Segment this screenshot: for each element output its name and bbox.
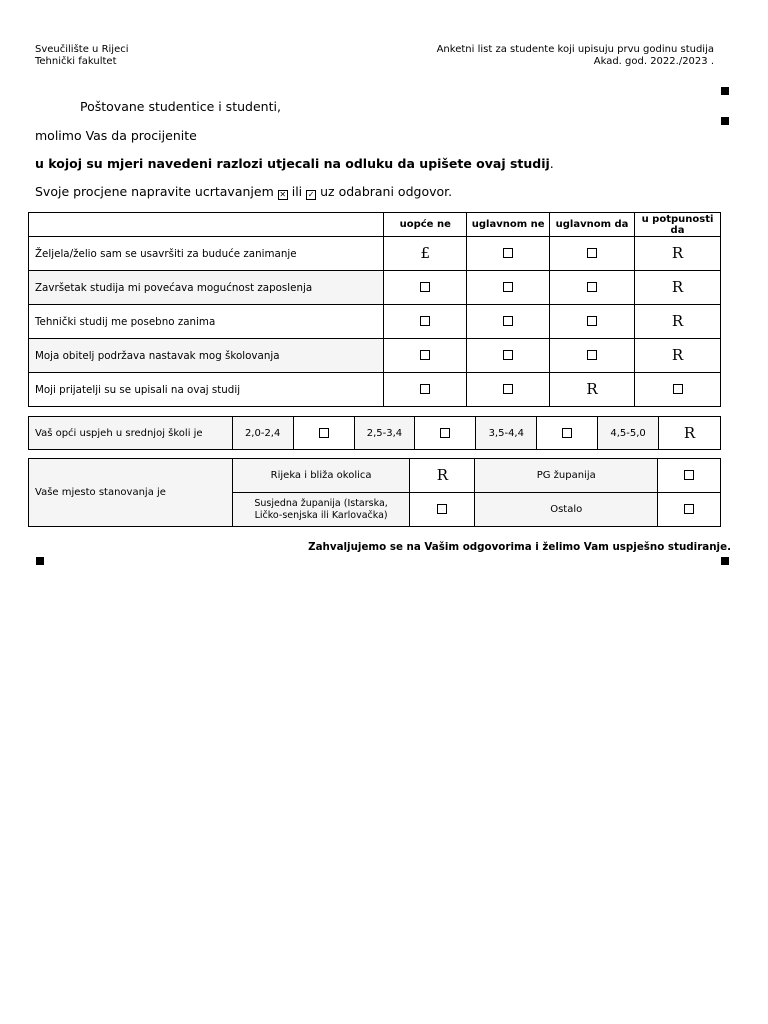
empty-checkbox[interactable] [587,282,597,292]
rating-option-cell[interactable] [467,305,550,339]
rating-option-cell[interactable] [635,373,721,407]
rating-option-cell[interactable] [635,339,721,373]
checked-box-icon: ✓ [307,190,315,199]
residence-option-label [232,493,410,527]
intro-question-end: . [549,156,554,171]
university-name: Sveučilište u Rijeci [35,44,129,55]
selected-mark-glyph[interactable]: R [683,423,696,442]
empty-checkbox[interactable] [684,470,694,480]
rating-header-col: uopće ne [384,213,467,237]
selected-mark-glyph[interactable]: R [586,380,598,398]
intro-question-bold: u kojoj su mjeri navedeni razlozi utjecali na odluku da upišete ovaj studij [35,156,550,171]
greeting: Poštovane studentice i studenti, [80,99,281,114]
rating-header-col: uglavnom ne [467,213,550,237]
grade-range: 2,0-2,4 [232,417,293,450]
rating-option-cell[interactable] [550,373,635,407]
empty-checkbox[interactable] [503,384,513,394]
residence-option-cell[interactable] [410,459,475,493]
instructions-mid: ili [291,184,303,199]
rating-row [29,339,721,373]
rating-question: Moji prijatelji su se upisali na ovaj studij [29,373,384,407]
rating-row [29,237,721,271]
residence-option-cell[interactable] [410,493,475,527]
selected-mark-glyph[interactable]: R [671,346,684,364]
empty-checkbox[interactable] [437,504,447,514]
selected-mark-glyph[interactable]: R [671,244,684,262]
empty-checkbox[interactable] [673,384,683,394]
institution-header [35,44,129,68]
grade-row [29,417,721,450]
selected-mark-glyph[interactable]: R [671,312,684,330]
grade-option-cell[interactable] [415,417,476,450]
form-header [314,44,714,68]
rating-option-cell[interactable] [467,339,550,373]
rating-row [29,373,721,407]
empty-checkbox[interactable] [420,316,430,326]
empty-checkbox[interactable] [420,384,430,394]
selected-mark-glyph[interactable]: £ [420,244,430,262]
empty-checkbox[interactable] [420,282,430,292]
rating-option-cell[interactable] [384,373,467,407]
residence-option-cell[interactable] [658,459,721,493]
rating-option-cell[interactable] [550,271,635,305]
residence-option-line: Susjedna županija (Istarska, [254,497,388,509]
crossed-box-icon: ✕ [279,190,287,199]
residence-option-label: Ostalo [475,493,658,527]
empty-checkbox[interactable] [587,350,597,360]
rating-option-cell[interactable] [635,237,721,271]
rating-option-cell[interactable] [467,271,550,305]
grade-range: 4,5-5,0 [598,417,659,450]
rating-header-blank [29,213,384,237]
instructions-after: uz odabrani odgovor. [320,184,453,199]
rating-option-cell[interactable] [384,237,467,271]
rating-header-col: u potpunosti da [635,213,721,237]
rating-option-cell[interactable] [635,271,721,305]
empty-checkbox[interactable] [503,350,513,360]
instructions-before: Svoje procjene napravite ucrtavanjem [35,184,274,199]
corner-marker-square [721,117,729,125]
empty-checkbox[interactable] [587,316,597,326]
rating-option-cell[interactable] [550,339,635,373]
rating-option-cell[interactable] [467,237,550,271]
rating-option-cell[interactable] [635,305,721,339]
grade-option-cell[interactable] [659,417,721,450]
residence-option-line: Ličko-senjska ili Karlovačka) [254,509,388,521]
corner-marker-square [721,87,729,95]
intro-question [35,156,554,171]
rating-option-cell[interactable] [384,305,467,339]
grade-label: Vaš opći uspjeh u srednjoj školi je [29,417,233,450]
academic-year: Akad. god. 2022./2023 . [593,56,714,67]
residence-table [28,458,721,527]
grade-range: 3,5-4,4 [476,417,537,450]
rating-row [29,271,721,305]
rating-option-cell[interactable] [384,339,467,373]
empty-checkbox[interactable] [503,248,513,258]
rating-row [29,305,721,339]
residence-row [29,459,721,493]
empty-checkbox[interactable] [562,428,572,438]
selected-mark-glyph[interactable]: R [436,466,449,484]
residence-option-label: PG županija [475,459,658,493]
rating-option-cell[interactable] [550,305,635,339]
corner-marker-square [36,557,44,565]
empty-checkbox[interactable] [503,316,513,326]
rating-question: Završetak studija mi povećava mogućnost zaposlenja [29,271,384,305]
empty-checkbox[interactable] [587,248,597,258]
rating-question: Željela/želio sam se usavršiti za buduće zanimanje [29,237,384,271]
thank-you-note: Zahvaljujemo se na Vašim odgovorima i želimo Vam uspješno studiranje. [308,541,731,553]
corner-marker-square [721,557,729,565]
empty-checkbox[interactable] [440,428,450,438]
rating-question: Moja obitelj podržava nastavak mog školovanja [29,339,384,373]
faculty-name: Tehnički fakultet [35,56,117,67]
residence-label: Vaše mjesto stanovanja je [29,459,233,527]
grade-table [28,416,721,450]
rating-header-row [29,213,721,237]
intro-line: molimo Vas da procijenite [35,128,197,143]
rating-table [28,212,721,407]
instructions [35,184,452,200]
rating-option-cell[interactable] [467,373,550,407]
empty-checkbox[interactable] [319,428,329,438]
empty-checkbox[interactable] [503,282,513,292]
rating-header-col: uglavnom da [550,213,635,237]
residence-option-cell[interactable] [658,493,721,527]
rating-option-cell[interactable] [384,271,467,305]
rating-question: Tehnički studij me posebno zanima [29,305,384,339]
residence-option-label: Rijeka i bliža okolica [232,459,410,493]
rating-option-cell[interactable] [550,237,635,271]
empty-checkbox[interactable] [684,504,694,514]
grade-range: 2,5-3,4 [354,417,415,450]
form-title: Anketni list za studente koji upisuju prvu godinu studija [436,44,714,55]
selected-mark-glyph[interactable]: R [671,278,684,296]
grade-option-cell[interactable] [537,417,598,450]
empty-checkbox[interactable] [420,350,430,360]
grade-option-cell[interactable] [293,417,354,450]
